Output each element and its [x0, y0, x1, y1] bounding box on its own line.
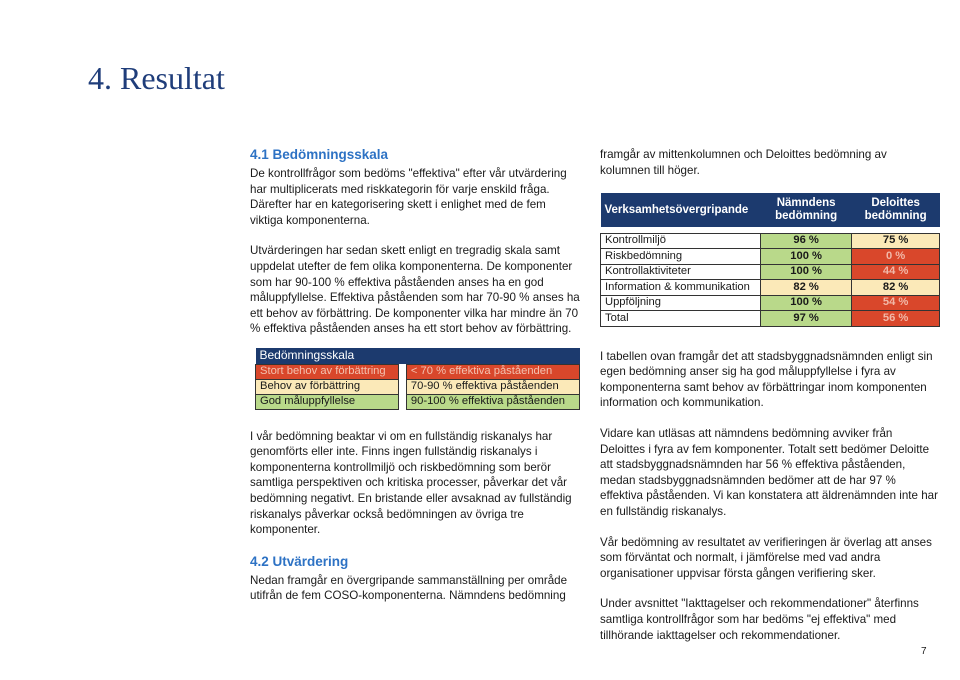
- row-namnd-value: 96 %: [761, 233, 852, 249]
- scale-gap: [398, 364, 406, 379]
- paragraph: Under avsnittet "Iakttagelser och rekommendationer" återfinns samtliga kontrollfrågor som har bedöms "ej effektiva" med tillhörande iakttagelser och rekommendationer.: [600, 597, 919, 642]
- scale-range: < 70 % effektiva påståenden: [406, 364, 579, 379]
- assessment-header-category: Verksamhetsövergripande: [601, 193, 761, 227]
- row-namnd-value: 97 %: [761, 311, 852, 327]
- paragraph: framgår av mittenkolumnen och Deloittes bedömning av kolumnen till höger.: [600, 148, 887, 177]
- scale-gap: [398, 379, 406, 394]
- scale-row-green: [256, 394, 580, 409]
- row-deloitte-value: 56 %: [852, 311, 940, 327]
- row-namnd-value: 100 %: [761, 295, 852, 311]
- row-category: Kontrollaktiviteter: [601, 264, 761, 280]
- row-deloitte-value: 75 %: [852, 233, 940, 249]
- scale-label: Stort behov av förbättring: [256, 364, 399, 379]
- row-category: Uppföljning: [601, 295, 761, 311]
- scale-row-red: [256, 364, 580, 379]
- paragraph: Nedan framgår en övergripande sammanställning per område utifrån de fem COSO-komponenterna. Nämndens bedömning: [250, 573, 568, 603]
- row-category: Information & kommunikation: [601, 280, 761, 296]
- page-number: 7: [921, 646, 927, 657]
- row-namnd-value: 100 %: [761, 264, 852, 280]
- paragraph: Vidare kan utläsas att nämndens bedömning avviker från Deloittes i fyra av fem komponenter. Totalt sett bedömer Deloitte att stadsbyggnadsnämnden har 56 % effektiva påståenden, medan stadsbyggnadsnämnden bedömer att de har 97 % effektiva påståenden. Vi kan konstatera att äldrenämnden inte har en fullständig riskanalys.: [600, 427, 938, 519]
- row-namnd-value: 100 %: [761, 249, 852, 265]
- table-row: [601, 295, 940, 311]
- table-row: [601, 249, 940, 265]
- chapter-title: 4. Resultat: [88, 60, 225, 96]
- table-row: [601, 311, 940, 327]
- left-column: [250, 146, 580, 604]
- row-category: Kontrollmiljö: [601, 233, 761, 249]
- scale-label: Behov av förbättring: [256, 379, 399, 394]
- assessment-header-namnd: Nämndens bedömning: [761, 193, 852, 227]
- scale-gap: [398, 394, 406, 409]
- row-namnd-value: 82 %: [761, 280, 852, 296]
- assessment-table: [600, 193, 940, 327]
- row-category: Total: [601, 311, 761, 327]
- scale-range: 70-90 % effektiva påståenden: [406, 379, 579, 394]
- paragraph: I tabellen ovan framgår det att stadsbyggnadsnämnden enligt sin egen bedömning anser sig ha god måluppfyllelse i fyra av komponenterna samt behov av förbättringar inom komponenten information och kommunikation.: [600, 349, 933, 410]
- paragraph: Utvärderingen har sedan skett enligt en tregradig skala samt uppdelat utefter de fem olika komponenterna. De komponenter som har 90-100 % effektiva påståenden anses ha en god måluppfyllelse. Effektiva påståenden som har 70-90 % anses ha ett behov av förbättring. De komponenter vilka har mindre än 70 % effektiva påståenden anses ha ett stort behov av förbättring.: [250, 244, 580, 336]
- row-deloitte-value: 82 %: [852, 280, 940, 296]
- table-row: [601, 264, 940, 280]
- scale-table: [255, 348, 580, 410]
- table-row: [601, 233, 940, 249]
- paragraph: De kontrollfrågor som bedöms "effektiva" efter vår utvärdering har multiplicerats med riskkategorin för varje enskild fråga. Därefter har en kategorisering skett i enlighet med de fem viktiga komponenterna.: [250, 167, 567, 227]
- row-deloitte-value: 0 %: [852, 249, 940, 265]
- scale-row-yellow: [256, 379, 580, 394]
- section-heading-bedomningsskala: 4.1 Bedömningsskala: [250, 147, 389, 162]
- assessment-header-deloitte: Deloittes bedömning: [852, 193, 940, 227]
- paragraph: Vår bedömning av resultatet av verifieringen är överlag att anses som förväntat och normalt, i jämförelse med vad andra organisationer uppvisar första gången verifiering sker.: [600, 535, 932, 580]
- row-category: Riskbedömning: [601, 249, 761, 265]
- scale-label: God måluppfyllelse: [256, 394, 399, 409]
- scale-range: 90-100 % effektiva påståenden: [406, 394, 579, 409]
- section-heading-utvardering: 4.2 Utvärdering: [250, 553, 349, 569]
- paragraph: I vår bedömning beaktar vi om en fullständig riskanalys har genomförts eller inte. Finns ingen fullständig riskanalys i komponenterna kontrollmiljö och riskbedömning som berör samtliga perspektiven och kritiska processer, påverkar det vår bedömning negativt. En bristande eller avsaknad av fullständig riskanalys påverkar också bedömningen av övriga tre komponenter.: [250, 429, 572, 537]
- scale-table-header: Bedömningsskala: [256, 348, 580, 364]
- right-column: [600, 147, 940, 643]
- table-row: [601, 280, 940, 296]
- row-deloitte-value: 44 %: [852, 264, 940, 280]
- row-deloitte-value: 54 %: [852, 295, 940, 311]
